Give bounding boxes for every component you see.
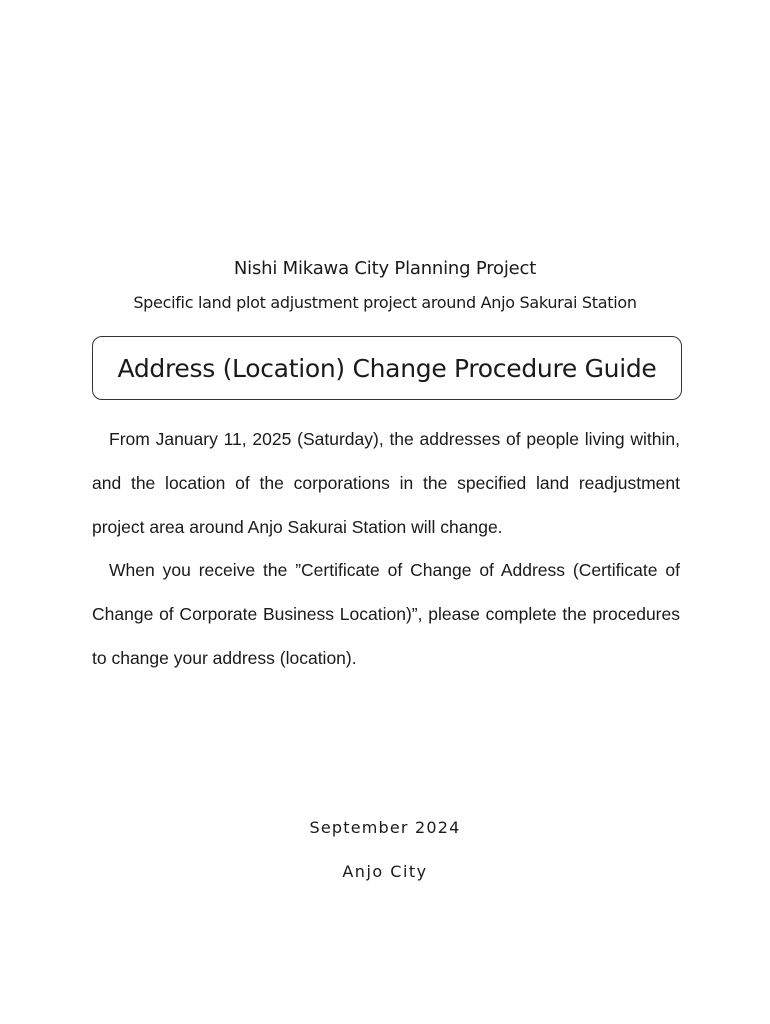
project-title: Nishi Mikawa City Planning Project xyxy=(233,258,537,279)
guide-title: Address (Location) Change Procedure Guide xyxy=(117,353,657,383)
issuer-name: Anjo City xyxy=(342,862,428,881)
project-subtitle: Specific land plot adjustment project around Anjo Sakurai Station xyxy=(133,293,637,312)
body-paragraph-2: When you receive the ”Certificate of Change of Address (Certificate of Change of Corporate Business Location)”, please complete the procedures to change your address (location). xyxy=(92,560,680,668)
issue-date: September 2024 xyxy=(309,818,461,837)
body-paragraph-1: From January 11, 2025 (Saturday), the addresses of people living within, and the location of the corporations in the specified land readjustment project area around Anjo Sakurai Station will change. xyxy=(92,429,680,537)
guide-title-box xyxy=(92,336,682,400)
body-text xyxy=(92,418,680,681)
